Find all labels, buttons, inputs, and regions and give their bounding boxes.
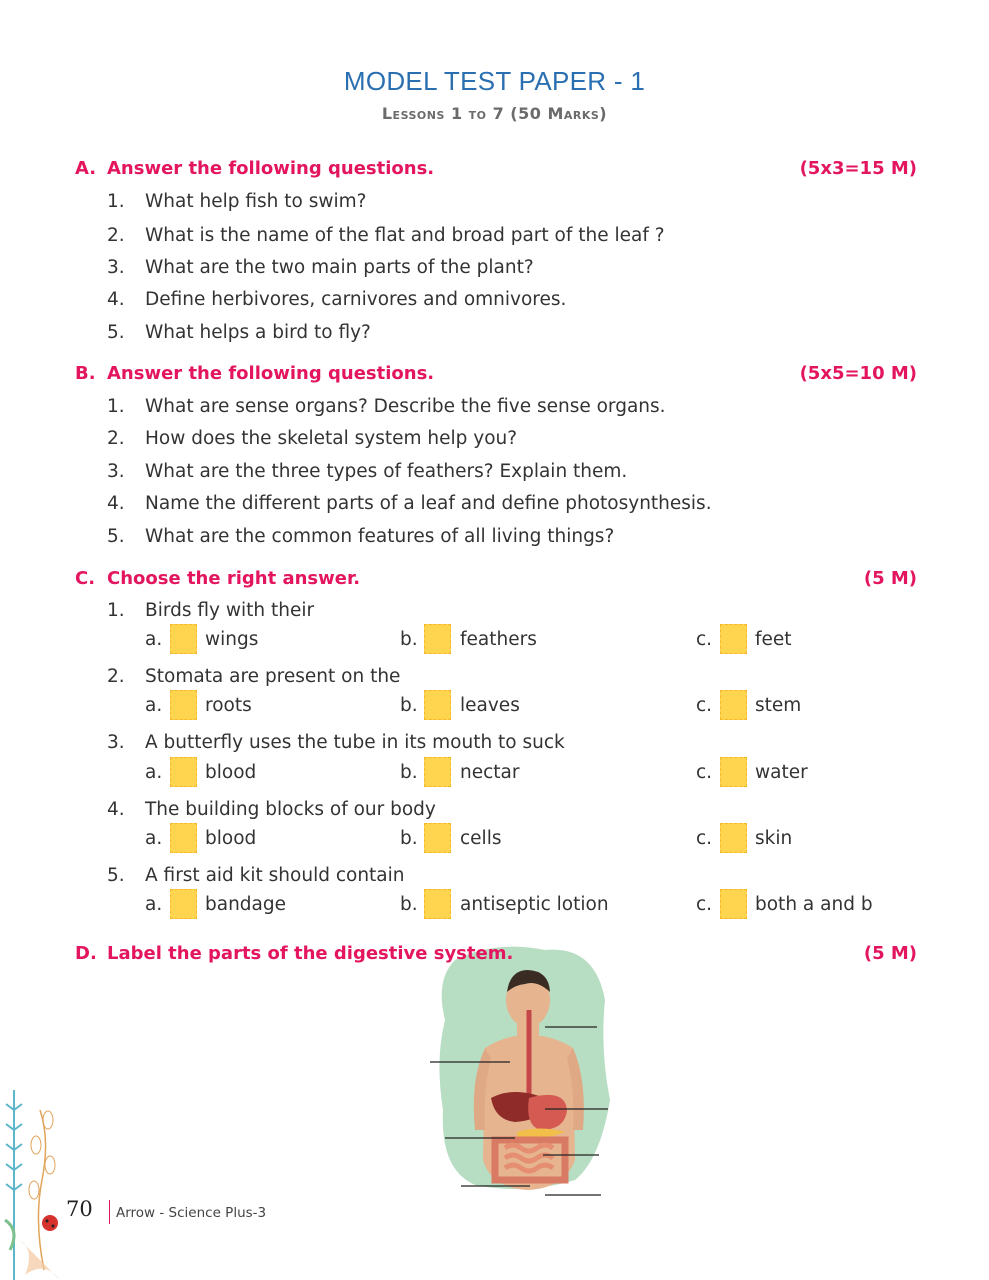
answer-checkbox[interactable] [424, 624, 451, 654]
section-title: Choose the right answer. [107, 568, 361, 589]
option-text: water [755, 762, 808, 783]
option-letter: a. [145, 894, 163, 915]
section-marks: (5x3=15 M) [799, 158, 917, 179]
section-letter: D. [75, 943, 97, 964]
footer-divider [109, 1200, 110, 1224]
option-text: blood [205, 828, 257, 849]
section-letter: C. [75, 568, 96, 589]
paper-subtitle: Lessons 1 to 7 (50 Marks) [381, 104, 608, 123]
page-number: 70 [66, 1197, 93, 1221]
question-text: What are sense organs? Describe the five sense organs. [145, 396, 666, 417]
answer-checkbox[interactable] [170, 823, 197, 853]
option-c [696, 828, 720, 858]
option-c [696, 894, 720, 924]
question-number: 1. [107, 600, 125, 621]
question-text: What help fish to swim? [145, 191, 367, 212]
question-text: Birds fly with their [145, 600, 315, 621]
option-a [145, 695, 169, 725]
paper-title: MODEL TEST PAPER - 1 [343, 66, 646, 96]
answer-checkbox[interactable] [170, 690, 197, 720]
question-text: Define herbivores, carnivores and omnivores. [145, 289, 567, 310]
question-number: 2. [107, 428, 125, 449]
option-text: feathers [460, 629, 537, 650]
question [107, 322, 371, 343]
answer-checkbox[interactable] [170, 624, 197, 654]
question-text: What are the two main parts of the plant? [145, 257, 534, 278]
option-b [400, 629, 424, 659]
option-letter: a. [145, 762, 163, 783]
question [107, 225, 665, 246]
mcq-question [107, 732, 565, 753]
question [107, 191, 366, 212]
question [107, 257, 534, 278]
answer-checkbox[interactable] [170, 757, 197, 787]
section-letter: B. [75, 363, 96, 384]
option-a [145, 828, 169, 858]
option-letter: b. [400, 828, 418, 849]
question-text: What helps a bird to fly? [145, 322, 371, 343]
question-number: 4. [107, 799, 125, 820]
answer-checkbox[interactable] [720, 624, 747, 654]
option-a [145, 629, 169, 659]
ladybug-icon [42, 1215, 58, 1231]
option-letter: b. [400, 762, 418, 783]
answer-checkbox[interactable] [424, 690, 451, 720]
option-text: both a and b [755, 894, 873, 915]
answer-checkbox[interactable] [424, 889, 451, 919]
question-text: How does the skeletal system help you? [145, 428, 518, 449]
option-text: blood [205, 762, 257, 783]
section-marks: (5x5=10 M) [799, 363, 917, 384]
question [107, 396, 666, 417]
option-letter: b. [400, 695, 418, 716]
option-letter: c. [696, 762, 713, 783]
option-b [400, 894, 424, 924]
question [107, 526, 614, 547]
book-title: Arrow - Science Plus-3 [116, 1205, 267, 1221]
option-c [696, 629, 720, 659]
section-c-heading [75, 568, 917, 594]
option-letter: c. [696, 828, 713, 849]
question-number: 2. [107, 225, 125, 246]
question-number: 3. [107, 461, 125, 482]
question [107, 493, 712, 514]
answer-checkbox[interactable] [424, 757, 451, 787]
option-b [400, 762, 424, 792]
question-number: 1. [107, 191, 125, 212]
option-letter: a. [145, 629, 163, 650]
question-number: 3. [107, 257, 125, 278]
question-number: 2. [107, 666, 125, 687]
option-letter: a. [145, 695, 163, 716]
question-number: 4. [107, 289, 125, 310]
option-text: leaves [460, 695, 520, 716]
option-text: antiseptic lotion [460, 894, 609, 915]
question-text: What is the name of the flat and broad part of the leaf ? [145, 225, 665, 246]
answer-checkbox[interactable] [424, 823, 451, 853]
section-title: Answer the following questions. [107, 363, 435, 384]
section-a-heading [75, 158, 917, 184]
answer-checkbox[interactable] [720, 757, 747, 787]
mcq-question [107, 666, 400, 687]
answer-checkbox[interactable] [720, 889, 747, 919]
question-number: 3. [107, 732, 125, 753]
option-letter: b. [400, 629, 418, 650]
section-marks: (5 M) [863, 568, 917, 589]
option-b [400, 695, 424, 725]
section-title: Label the parts of the digestive system. [107, 943, 514, 964]
question [107, 428, 517, 449]
question-number: 1. [107, 396, 125, 417]
question-text: What are the three types of feathers? Explain them. [145, 461, 628, 482]
option-text: roots [205, 695, 252, 716]
question-text: A butterfly uses the tube in its mouth to suck [145, 732, 565, 753]
question [107, 461, 627, 482]
question-number: 4. [107, 493, 125, 514]
question-text: Name the different parts of a leaf and define photosynthesis. [145, 493, 712, 514]
answer-checkbox[interactable] [170, 889, 197, 919]
section-marks: (5 M) [863, 943, 917, 964]
option-text: nectar [460, 762, 520, 783]
option-text: cells [460, 828, 502, 849]
question-number: 5. [107, 865, 125, 886]
question-number: 5. [107, 526, 125, 547]
section-title: Answer the following questions. [107, 158, 435, 179]
section-letter: A. [75, 158, 97, 179]
section-b-heading [75, 363, 917, 389]
option-letter: c. [696, 894, 713, 915]
option-letter: c. [696, 695, 713, 716]
answer-checkbox[interactable] [720, 690, 747, 720]
option-a [145, 894, 169, 924]
section-d-heading [75, 943, 917, 969]
option-letter: a. [145, 828, 163, 849]
option-text: stem [755, 695, 802, 716]
question [107, 289, 566, 310]
option-text: bandage [205, 894, 287, 915]
question-text: What are the common features of all living things? [145, 526, 615, 547]
mcq-question [107, 799, 436, 820]
question-number: 5. [107, 322, 125, 343]
option-b [400, 828, 424, 858]
option-text: skin [755, 828, 793, 849]
option-a [145, 762, 169, 792]
option-letter: b. [400, 894, 418, 915]
question-text: The building blocks of our body [145, 799, 436, 820]
digestive-system-illustration [425, 940, 615, 1200]
question-text: A first aid kit should contain [145, 865, 405, 886]
option-text: feet [755, 629, 792, 650]
option-letter: c. [696, 629, 713, 650]
option-text: wings [205, 629, 259, 650]
answer-checkbox[interactable] [720, 823, 747, 853]
option-c [696, 762, 720, 792]
option-c [696, 695, 720, 725]
question-text: Stomata are present on the [145, 666, 401, 687]
floral-decoration [0, 1090, 90, 1280]
mcq-question [107, 865, 405, 886]
mcq-question [107, 600, 314, 621]
